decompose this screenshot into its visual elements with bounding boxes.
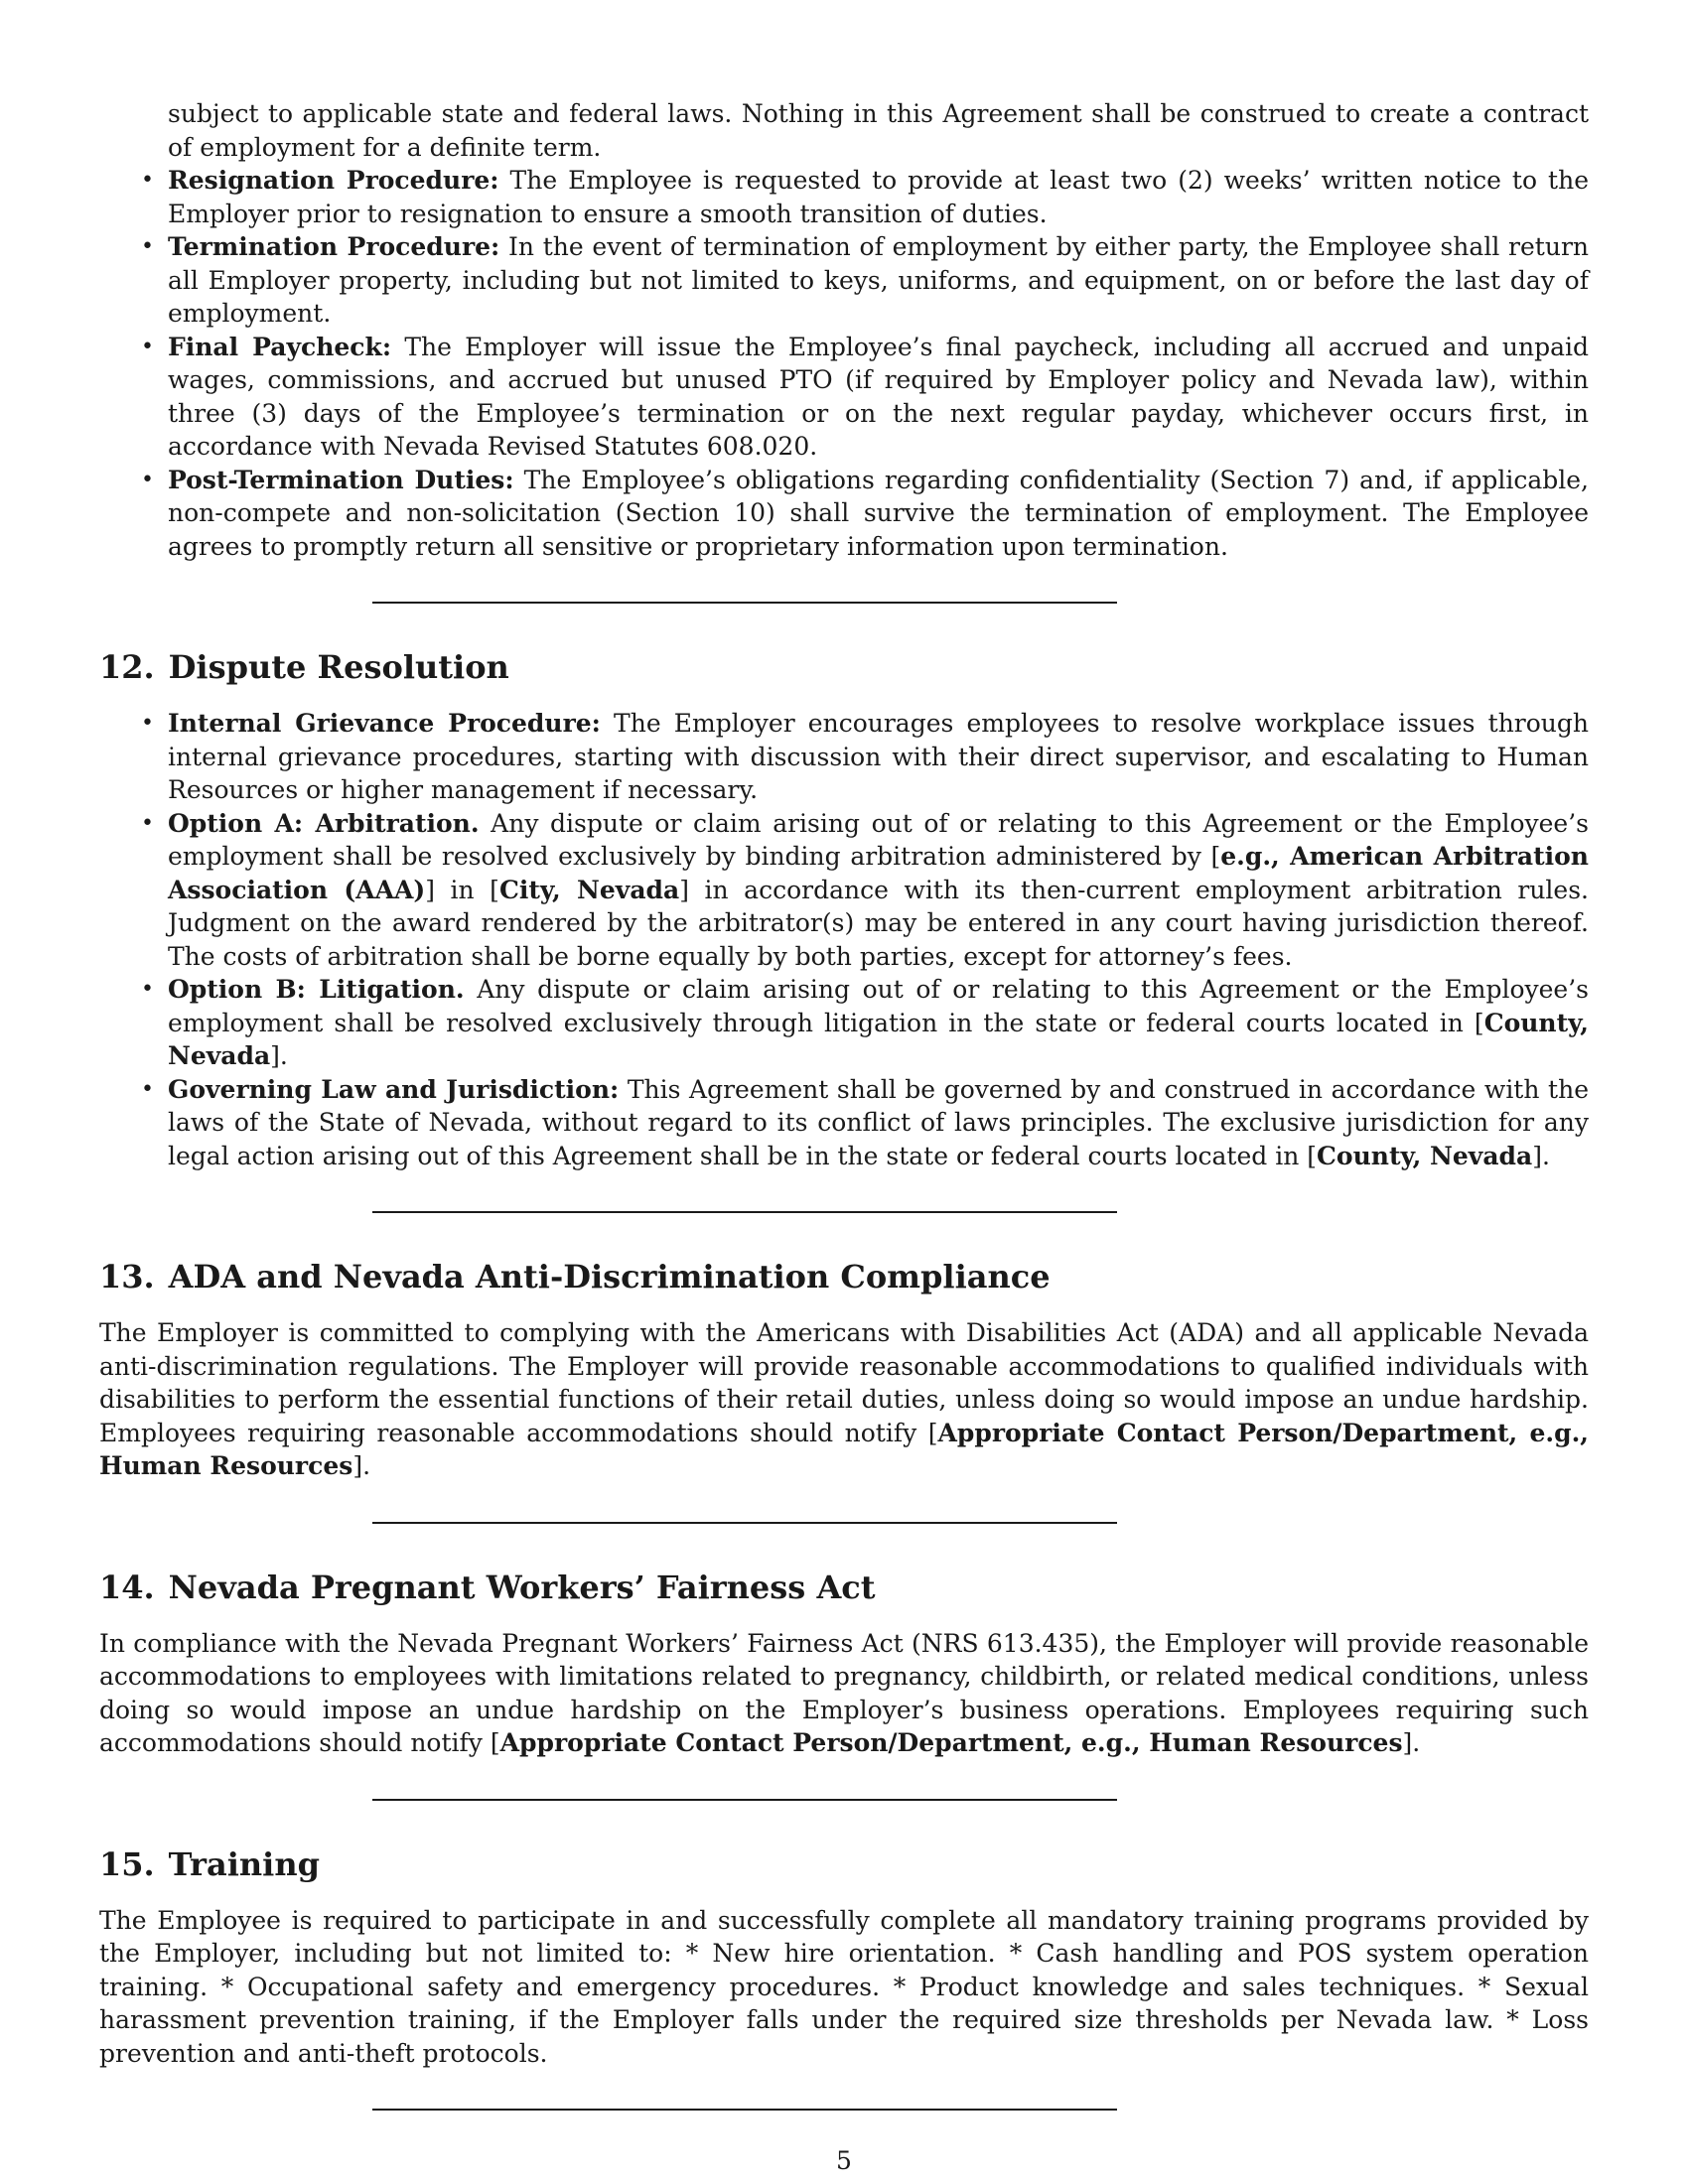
bullet-icon: •	[141, 467, 154, 492]
list-item: • Final Paycheck: The Employer will issue the Employee’s final paycheck, including all accrued and unpaid wages, commissions, and accrued but unused PTO (if required by Employer policy and Nevada law), within three (3) days of the Employee’s termination or on the next regular payday, whichever occurs first, in accordance with Nevada Revised Statutes 608.020.	[141, 332, 1589, 461]
bullet-icon: •	[141, 334, 154, 359]
list-item: • Internal Grievance Procedure: The Employer encourages employees to resolve workplace issues through internal grievance procedures, starting with discussion with their direct supervisor, and escalating to Human Resources or higher management if necessary.	[141, 709, 1590, 804]
list-item: • Post-Termination Duties: The Employee’s obligations regarding confidentiality (Section 7) and, if applicable, non-compete and non-solicitation (Section 10) shall survive the termination of employment. The Employee agrees to promptly return all sensitive or proprietary information upon termination.	[141, 465, 1590, 561]
section-heading-14: 14. Nevada Pregnant Workers’ Fairness Act	[99, 1568, 876, 1606]
section-divider	[372, 1799, 1117, 1801]
bullet-icon: •	[141, 810, 154, 836]
continuation-text: subject to applicable state and federal laws. Nothing in this Agreement shall be construed to create a contract of employment for a definite term.	[168, 99, 1589, 162]
section-divider	[372, 602, 1117, 604]
bullet-icon: •	[141, 711, 154, 736]
bullet-icon: •	[141, 1076, 154, 1102]
document-page	[99, 97, 1589, 2111]
section-divider	[372, 1211, 1117, 1213]
list-item: • Option A: Arbitration. Any dispute or claim arising out of or relating to this Agreement or the Employee’s employment shall be resolved exclusively by binding arbitration administered by [e.g., American Arbitration Association (AAA)] in [City, Nevada] in accordance with its then-current employment arbitration rules. Judgment on the award rendered by the arbitrator(s) may be entered in any court having jurisdiction thereof. The costs of arbitration shall be borne equally by both parties, except for attorney’s fees.	[141, 808, 1590, 971]
termination-bullets	[99, 164, 1589, 563]
section-body-13: The Employer is committed to complying with the Americans with Disabilities Act (ADA) and all applicable Nevada anti-discrimination regulations. The Employer will provide reasonable accommodations to qualified individuals with disabilities to perform the essential functions of their retail duties, unless doing so would impose an undue hardship. Employees requiring reasonable accommodations should notify [Appropriate Contact Person/Department, e.g., Human Resources].	[99, 1318, 1589, 1480]
page-number: 5	[836, 2146, 852, 2175]
list-item: • Resignation Procedure: The Employee is requested to provide at least two (2) weeks’ written notice to the Employer prior to resignation to ensure a smooth transition of duties.	[141, 166, 1589, 228]
section-heading-12: 12. Dispute Resolution	[99, 648, 509, 686]
list-item: • Termination Procedure: In the event of termination of employment by either party, the Employee shall return all Employer property, including but not limited to keys, uniforms, and equipment, on or before the last day of employment.	[141, 232, 1589, 328]
section-divider	[372, 1522, 1117, 1524]
section-heading-15: 15. Training	[99, 1844, 320, 1883]
list-item: • Option B: Litigation. Any dispute or claim arising out of or relating to this Agreement or the Employee’s employment shall be resolved exclusively through litigation in the state or federal courts located in [County, Nevada].	[141, 975, 1589, 1070]
bullet-icon: •	[141, 977, 154, 1002]
section-heading-13: 13. ADA and Nevada Anti-Discrimination Compliance	[99, 1258, 1051, 1296]
list-item: • Governing Law and Jurisdiction: This Agreement shall be governed by and construed in accordance with the laws of the State of Nevada, without regard to its conflict of laws principles. The exclusive jurisdiction for any legal action arising out of this Agreement shall be in the state or federal courts located in [County, Nevada].	[141, 1074, 1589, 1170]
dispute-bullets	[99, 707, 1589, 1172]
bullet-icon: •	[141, 168, 154, 193]
section-body-14: In compliance with the Nevada Pregnant Workers’ Fairness Act (NRS 613.435), the Employer will provide reasonable accommodations to employees with limitations related to pregnancy, childbirth, or related medical conditions, unless doing so would impose an undue hardship on the Employer’s business operations. Employees requiring such accommodations should notify [Appropriate Contact Person/Department, e.g., Human Resources].	[99, 1628, 1589, 1757]
section-divider	[372, 2109, 1117, 2111]
bullet-icon: •	[141, 234, 154, 259]
section-body-15: The Employee is required to participate in and successfully complete all mandatory training programs provided by the Employer, including but not limited to: * New hire orientation. * Cash handling and POS system operation training. * Occupational safety and emergency procedures. * Product knowledge and sales techniques. * Sexual harassment prevention training, if the Employer falls under the required size thresholds per Nevada law. * Loss prevention and anti-theft protocols.	[99, 1905, 1589, 2068]
